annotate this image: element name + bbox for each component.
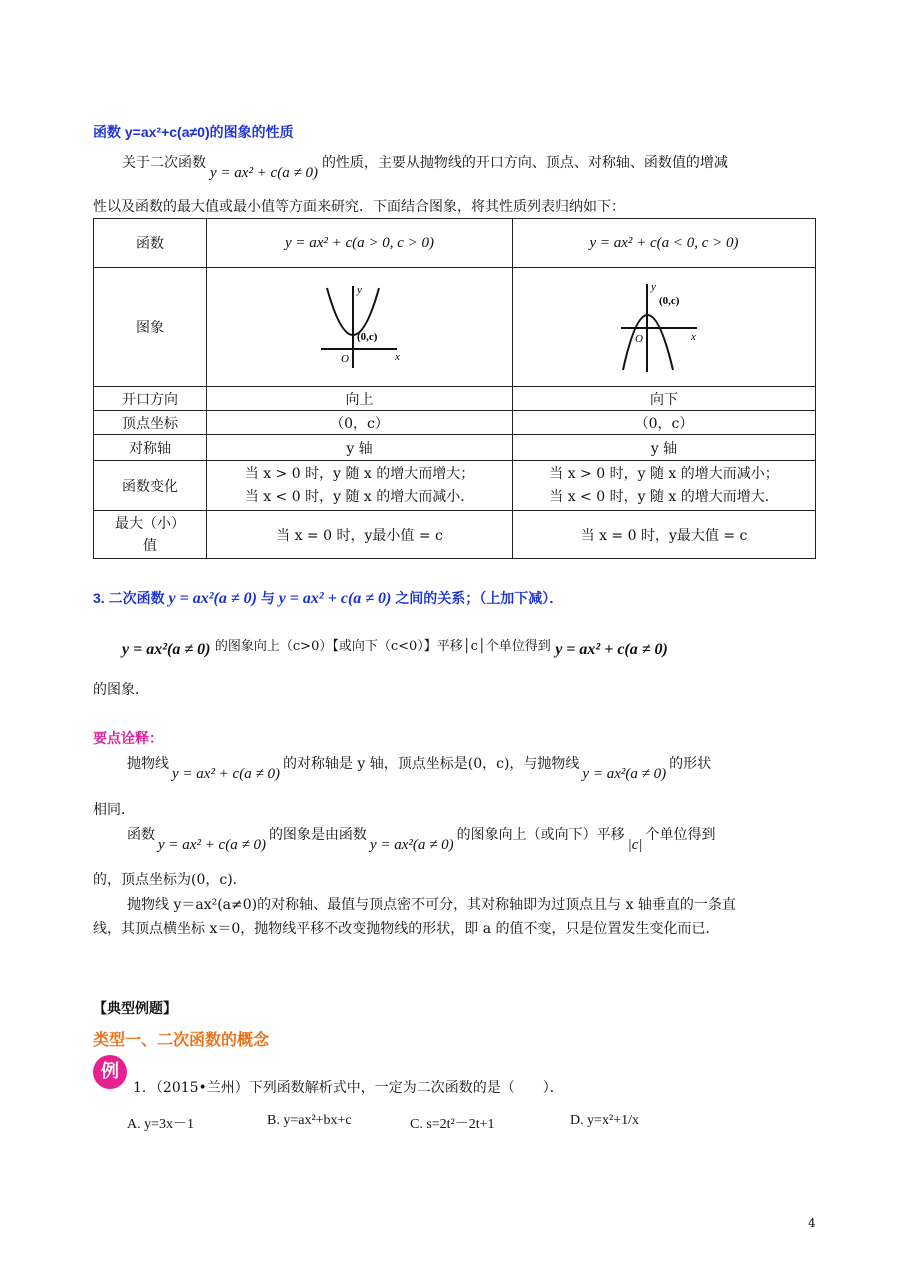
notes-heading: 要点诠释：	[93, 730, 163, 746]
notes-p2-end: 的，顶点坐标为(0，c)．	[93, 872, 247, 888]
change-col2-line1: 当 x > 0 时，y 随 x 的增大而减小；	[549, 465, 779, 482]
y-axis-label: y	[651, 281, 656, 293]
section3-body-end: 的图象．	[93, 682, 149, 698]
section3-body-formula1: y = ax²(a ≠ 0)	[122, 641, 211, 658]
notes-p2-a: 函数	[127, 827, 155, 843]
change-col2	[513, 461, 816, 511]
vertex-label: (0,c)	[356, 331, 377, 343]
table-change-row	[94, 461, 816, 511]
extreme-label-line1: 最大（小）	[115, 515, 185, 532]
header-col1: y = ax² + c(a > 0, c > 0)	[207, 219, 513, 268]
table-extreme-row	[94, 511, 816, 559]
intro-post: 的性质，主要从抛物线的开口方向、顶点、对称轴、函数值的增减	[321, 155, 728, 171]
choice-a[interactable]: A. y=3x－1	[127, 1117, 195, 1132]
intro-line2: 性以及函数的最大值或最小值等方面来研究．下面结合图象，将其性质列表归纳如下：	[93, 199, 625, 215]
row-col1: y 轴	[207, 435, 513, 461]
notes-p2-formula1: y = ax² + c(a ≠ 0)	[158, 837, 266, 853]
choice-d[interactable]: D. y=x²+1/x	[570, 1113, 639, 1128]
row-col2: y 轴	[513, 435, 816, 461]
row-label: 对称轴	[94, 435, 207, 461]
section3-heading-formula1: y = ax²(a ≠ 0)	[168, 590, 257, 607]
notes-p2-formula2: y = ax²(a ≠ 0)	[369, 837, 454, 853]
choice-b[interactable]: B. y=ax²+bx+c	[267, 1113, 352, 1128]
table-header-row	[94, 219, 816, 268]
intro-pre: 关于二次函数	[122, 155, 206, 171]
change-col2-line2: 当 x < 0 时，y 随 x 的增大而增大．	[549, 488, 779, 505]
row-col1: 向上	[207, 387, 513, 411]
extreme-label	[94, 511, 207, 559]
extreme-col2: 当 x = 0 时，y最大值 = c	[513, 511, 816, 559]
notes-p1-formula2: y = ax²(a ≠ 0)	[582, 766, 667, 782]
x-axis-label: x	[691, 331, 696, 343]
extreme-label-line2: 值	[143, 537, 157, 554]
section3-heading-pre: 3. 二次函数	[93, 590, 165, 606]
section3-body-formula2: y = ax² + c(a ≠ 0)	[555, 641, 668, 658]
header-col2: y = ax² + c(a < 0, c > 0)	[513, 219, 816, 268]
section3-body-text: 的图象向上（c>0）【或向下（c<0）】平移│c│个单位得到	[214, 639, 551, 654]
y-axis-label: y	[356, 284, 362, 296]
section3-heading	[93, 588, 563, 608]
graph-up-cell	[207, 268, 513, 387]
x-axis-label: x	[394, 351, 400, 363]
change-col1	[207, 461, 513, 511]
example-badge: 例	[93, 1055, 127, 1089]
choice-c[interactable]: C. s=2t²－2t+1	[410, 1117, 495, 1132]
notes-p2-b: 的图象是由函数	[268, 827, 367, 843]
row-col1: （0，c）	[207, 411, 513, 435]
examples-heading: 【典型例题】	[93, 1000, 177, 1016]
notes-p2-formula3: |c|	[627, 837, 643, 853]
notes-p1-formula1: y = ax² + c(a ≠ 0)	[172, 766, 280, 782]
properties-table	[93, 218, 816, 559]
type1-heading: 类型一、二次函数的概念	[93, 1032, 270, 1049]
change-label: 函数变化	[94, 461, 207, 511]
vertex-label: (0,c)	[659, 295, 680, 307]
section3-heading-formula2: y = ax² + c(a ≠ 0)	[278, 590, 392, 607]
notes-p1	[127, 754, 712, 782]
extreme-col1: 当 x = 0 时，y最小值 = c	[207, 511, 513, 559]
section3-heading-mid: 与	[260, 590, 275, 606]
row-label: 开口方向	[94, 387, 207, 411]
notes-p1-b: 的对称轴是 y 轴，顶点坐标是(0，c)，与抛物线	[282, 756, 580, 772]
graph-label: 图象	[94, 268, 207, 387]
table-row	[94, 387, 816, 411]
section3-body	[122, 640, 668, 661]
page-number: 4	[808, 1216, 816, 1230]
table-row	[94, 435, 816, 461]
row-col2: 向下	[513, 387, 816, 411]
section3-heading-post: 之间的关系；（上加下减）．	[395, 590, 564, 606]
notes-p3-line1: 抛物线 y＝ax²(a≠0)的对称轴、最值与顶点密不可分，其对称轴即为过顶点且与 x 轴垂直的一条直	[127, 897, 736, 913]
change-col1-line2: 当 x < 0 时，y 随 x 的增大而减小．	[244, 488, 475, 505]
parabola-up-graph	[315, 282, 405, 372]
row-label: 顶点坐标	[94, 411, 207, 435]
origin-label: O	[340, 353, 349, 365]
section-title: 函数 y=ax²+c(a≠0)的图象的性质	[93, 124, 294, 140]
table-row	[94, 411, 816, 435]
question-1: 1．（2015•兰州）下列函数解析式中，一定为二次函数的是（ ）．	[133, 1080, 564, 1096]
table-graph-row	[94, 268, 816, 387]
graph-down-cell	[513, 268, 816, 387]
header-label: 函数	[94, 219, 207, 268]
notes-p3-line2: 线，其顶点横坐标 x＝0，抛物线平移不改变抛物线的形状，即 a 的值不变，只是位置发生变化而已．	[93, 921, 720, 937]
row-col2: （0，c）	[513, 411, 816, 435]
notes-p2-c: 的图象向上（或向下）平移	[456, 827, 625, 843]
notes-p1-end: 相同．	[93, 802, 135, 818]
notes-p1-a: 抛物线	[127, 756, 169, 772]
notes-p2-d: 个单位得到	[645, 827, 716, 843]
notes-p2	[127, 825, 716, 853]
intro-line1	[122, 153, 728, 181]
origin-label: O	[635, 333, 643, 345]
notes-p1-c: 的形状	[669, 756, 712, 772]
parabola-down-graph	[619, 280, 709, 374]
intro-formula: y = ax² + c(a ≠ 0)	[210, 165, 318, 181]
change-col1-line1: 当 x > 0 时，y 随 x 的增大而增大；	[244, 465, 475, 482]
